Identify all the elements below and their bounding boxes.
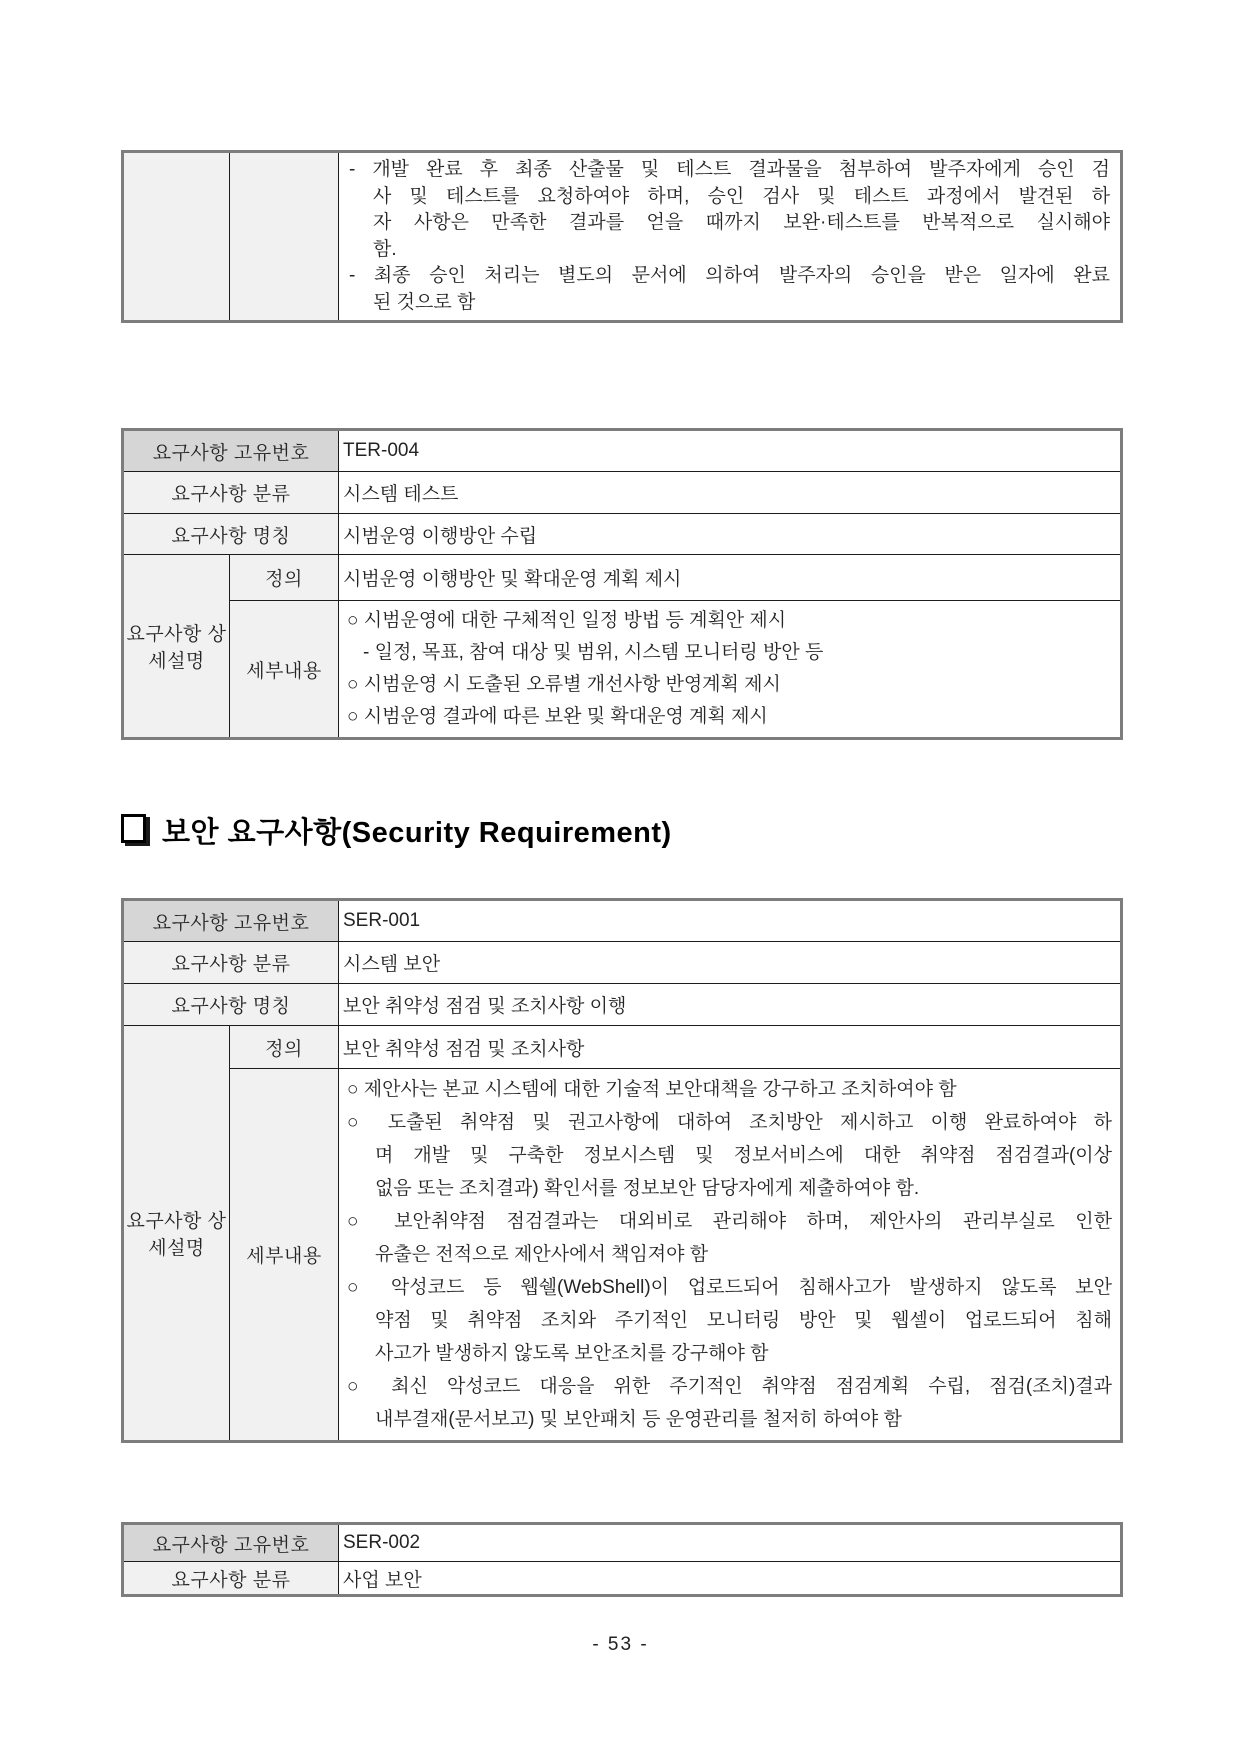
definition-value: 시범운영 이행방안 및 확대운영 계획 제시 <box>339 555 1122 601</box>
req-class-value: 시스템 테스트 <box>339 472 1122 514</box>
detail-line: 며 개발 및 구축한 정보시스템 및 정보서비스에 대한 취약점 점검결과(이상 <box>375 1145 1112 1166</box>
detail-line: 함. <box>373 238 397 260</box>
table-row <box>123 1069 1122 1442</box>
req-id-value: SER-002 <box>339 1524 1122 1562</box>
table-row <box>123 1562 1122 1596</box>
table-row <box>123 152 1122 322</box>
req-id-label: 요구사항 고유번호 <box>123 430 339 472</box>
empty-label-cell <box>123 152 230 322</box>
requirement-table-ter004 <box>121 428 1123 740</box>
req-class-label: 요구사항 분류 <box>123 1562 339 1596</box>
definition-label: 정의 <box>230 555 339 601</box>
table-row <box>123 900 1122 942</box>
detail-line: 약점 및 취약점 조치와 주기적인 모니터링 방안 및 웹셀이 업로드되어 침해 <box>375 1310 1112 1331</box>
table-row <box>123 514 1122 555</box>
requirement-table-ser002 <box>121 1522 1123 1597</box>
detail-line: 된 것으로 함 <box>373 291 476 313</box>
requirement-table-ser001 <box>121 898 1123 1443</box>
table-row <box>123 942 1122 984</box>
req-detail-label: 요구사항 상세설명 <box>123 1026 230 1442</box>
req-id-label: 요구사항 고유번호 <box>123 1524 339 1562</box>
definition-value: 보안 취약성 점검 및 조치사항 <box>339 1026 1122 1069</box>
detail-line: ○ 보안취약점 점검결과는 대외비로 관리해야 하며, 제안사의 관리부실로 인한 <box>347 1211 1112 1232</box>
detail-line: 사고가 발생하지 않도록 보안조치를 강구해야 함 <box>375 1343 769 1364</box>
empty-label-cell <box>230 152 339 322</box>
table-row <box>123 430 1122 472</box>
detail-line: 자 사항은 만족한 결과를 얻을 때까지 보완·테스트를 반복적으로 실시해야 <box>373 212 1110 233</box>
page-number: - 53 - <box>592 1634 649 1655</box>
detail-line: 유출은 전적으로 제안사에서 책임져야 함 <box>375 1244 709 1265</box>
continued-requirement-table <box>121 150 1123 323</box>
detail-line: ○ 시범운영 결과에 따른 보완 및 확대운영 계획 제시 <box>347 706 768 727</box>
req-class-label: 요구사항 분류 <box>123 942 339 984</box>
detail-line: ○ 악성코드 등 웹쉘(WebShell)이 업로드되어 침해사고가 발생하지 않도록 보안 <box>347 1277 1112 1298</box>
definition-label: 정의 <box>230 1026 339 1069</box>
table-row <box>123 1524 1122 1562</box>
detail-line: ○ 도출된 취약점 및 권고사항에 대하여 조치방안 제시하고 이행 완료하여야 하 <box>347 1112 1112 1133</box>
req-name-value: 보안 취약성 점검 및 조치사항 이행 <box>339 984 1122 1026</box>
detail-line: 없음 또는 조치결과) 확인서를 정보보안 담당자에게 제출하여야 함. <box>375 1178 920 1199</box>
table-row <box>123 1026 1122 1069</box>
detail-line: 내부결재(문서보고) 및 보안패치 등 운영관리를 철저히 하여야 함 <box>375 1409 902 1430</box>
req-class-value: 사업 보안 <box>339 1562 1122 1596</box>
detail-line: ○ 시범운영에 대한 구체적인 일정 방법 등 계획안 제시 <box>347 610 787 631</box>
req-class-value: 시스템 보안 <box>339 942 1122 984</box>
detail-line: ○ 제안사는 본교 시스템에 대한 기술적 보안대책을 강구하고 조치하여야 함 <box>347 1079 957 1100</box>
detail-line: ○ 시범운영 시 도출된 오류별 개선사항 반영계획 제시 <box>347 674 781 695</box>
detail-line: - 개발 완료 후 최종 산출물 및 테스트 결과물을 첨부하여 발주자에게 승인 검 <box>349 159 1110 180</box>
detail-line: - 일정, 목표, 참여 대상 및 범위, 시스템 모니터링 방안 등 <box>363 642 824 663</box>
detail-line: ○ 최신 악성코드 대응을 위한 주기적인 취약점 점검계획 수립, 점검(조치)결과 <box>347 1376 1112 1397</box>
detail-line: - 최종 승인 처리는 별도의 문서에 의하여 발주자의 승인을 받은 일자에 완료 <box>349 265 1110 286</box>
req-detail-label: 요구사항 상세설명 <box>123 555 230 739</box>
req-id-value: TER-004 <box>339 430 1122 472</box>
requirement-detail-text-cell <box>339 152 1122 322</box>
section-heading-text: 보안 요구사항(Security Requirement) <box>162 817 672 849</box>
table-row <box>123 601 1122 739</box>
section-heading <box>121 810 672 851</box>
details-value <box>339 601 1122 739</box>
req-id-value: SER-001 <box>339 900 1122 942</box>
details-label: 세부내용 <box>230 601 339 739</box>
req-class-label: 요구사항 분류 <box>123 472 339 514</box>
req-name-label: 요구사항 명칭 <box>123 984 339 1026</box>
req-name-value: 시범운영 이행방안 수립 <box>339 514 1122 555</box>
details-value <box>339 1069 1122 1442</box>
req-id-label: 요구사항 고유번호 <box>123 900 339 942</box>
detail-line: 사 및 테스트를 요청하여야 하며, 승인 검사 및 테스트 과정에서 발견된 하 <box>373 185 1110 207</box>
table-row <box>123 555 1122 601</box>
details-label: 세부내용 <box>230 1069 339 1442</box>
table-row <box>123 984 1122 1026</box>
square-bullet-icon <box>121 814 146 843</box>
req-name-label: 요구사항 명칭 <box>123 514 339 555</box>
table-row <box>123 472 1122 514</box>
